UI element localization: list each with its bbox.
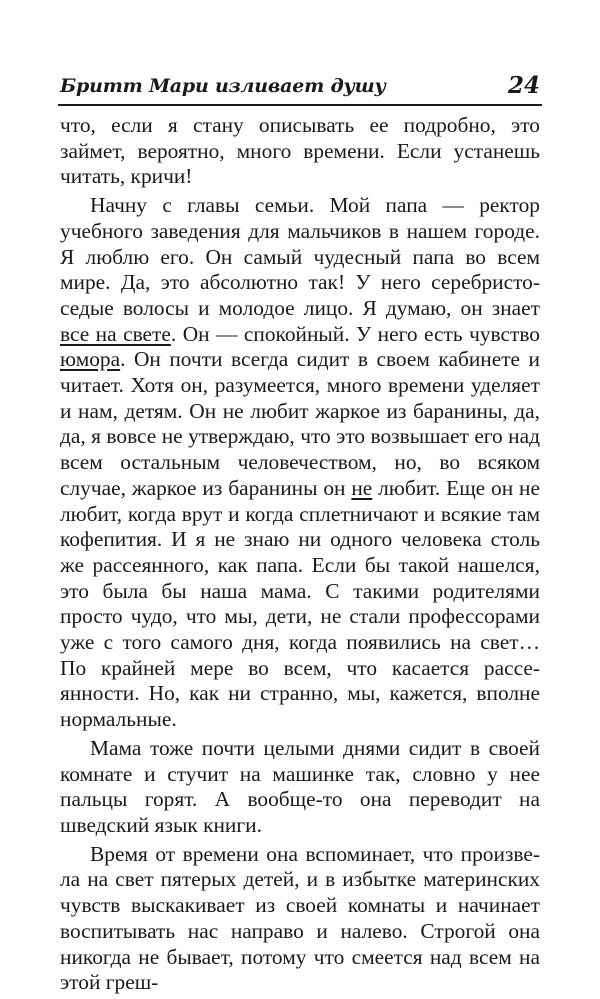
page-header xyxy=(58,72,542,102)
text-run: Начну с главы семьи. Мой папа — ректор учебного заведения для мальчиков в нашем городе. Я люблю его. Он самый чудесный папа во всем мире. Да, это абсолютно так! У него серебристо-седые волосы и молодое лицо. Я думаю, он знает xyxy=(60,193,540,320)
underlined-text: юмора xyxy=(60,347,121,372)
text-run: Мама тоже почти целыми днями сидит в своей комнате и стучит на машинке так, словно у нее пальцы горят. А вообще-то она переводит на шведский язык книги. xyxy=(60,735,540,837)
text-run: . Он почти всегда сидит в своем кабинете и читает. Хотя он, разумеется, много времени уделяет и нам, детям. Он не любит жаркое из баранины, да, да, я вовсе не утверждаю, что это возвышает его над всем остальным человечеством, но, во всяком случае, жаркое из баранины он xyxy=(60,347,540,500)
paragraph xyxy=(60,736,540,839)
paragraph xyxy=(60,193,540,733)
text-run: что, если я стану описывать ее подробно, это займет, вероятно, много времени. Если устанешь читать, кричи! xyxy=(60,113,540,189)
underlined-text: все на свете xyxy=(60,321,171,346)
paragraph xyxy=(60,113,540,190)
text-run: любит. Еще он не любит, когда врут и когда сплетничают и всякие там кофепития. И я не знаю ни одного человека столь же рассеянного, как папа. Если бы такой нашелся, это была бы наша мама. С такими родителями просто чудо, что мы, дети, не стали профессорами уже с того самого дня, когда появились на свет… По крайней мере во всем, что касается рассеянности. Но, как ни странно, мы, кажется, вполне нормальные. xyxy=(60,475,540,732)
running-title: Бритт Мари изливает душу xyxy=(60,75,386,97)
underlined-text: не xyxy=(351,475,373,500)
header-rule xyxy=(58,104,542,106)
page-number: 24 xyxy=(507,72,540,99)
paragraph xyxy=(60,842,540,996)
text-run: . Он — спокойный. У него есть чувство xyxy=(170,321,540,346)
text-run: Время от времени она вспоминает, что произвела на свет пятерых детей, и в избытке материнских чувств выскакивает из своей комнаты и начинает воспитывать нас направо и налево. Строгой она никогда не бывает, потому что смеется над всем на этой греш- xyxy=(60,841,540,995)
body-text xyxy=(60,113,540,999)
